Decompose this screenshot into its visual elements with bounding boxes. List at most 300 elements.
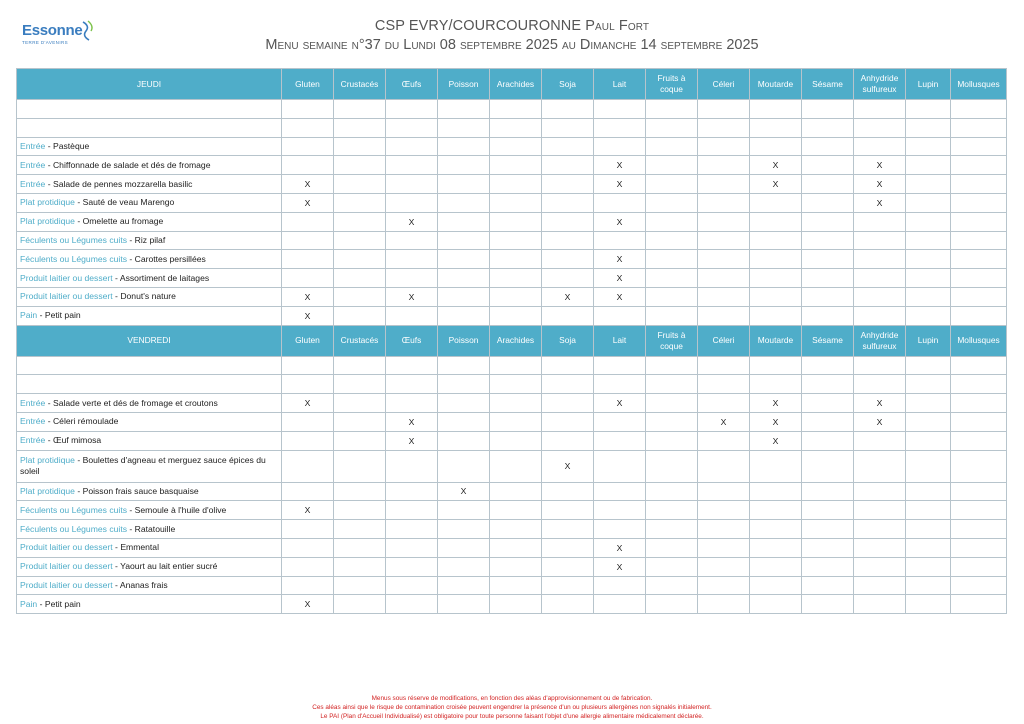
allergen-cell bbox=[951, 501, 1007, 520]
allergen-cell bbox=[906, 287, 951, 306]
allergen-cell bbox=[951, 394, 1007, 413]
allergen-cell bbox=[854, 231, 906, 250]
allergen-cell: X bbox=[282, 394, 334, 413]
allergen-cell bbox=[542, 375, 594, 394]
allergen-cell bbox=[282, 212, 334, 231]
allergen-cell bbox=[334, 431, 386, 450]
allergen-header: Œufs bbox=[386, 69, 438, 100]
allergen-cell bbox=[951, 118, 1007, 137]
allergen-cell: X bbox=[542, 450, 594, 482]
allergen-cell bbox=[386, 375, 438, 394]
allergen-cell bbox=[490, 576, 542, 595]
allergen-cell bbox=[282, 118, 334, 137]
allergen-cell bbox=[646, 212, 698, 231]
dish-cell bbox=[17, 431, 282, 450]
allergen-cell: X bbox=[282, 306, 334, 325]
menu-row bbox=[17, 137, 1007, 156]
dish-category: Produit laitier ou dessert bbox=[20, 542, 113, 553]
allergen-cell bbox=[490, 269, 542, 288]
allergen-menu-table bbox=[16, 68, 1007, 614]
allergen-cell bbox=[854, 118, 906, 137]
allergen-cell bbox=[386, 231, 438, 250]
allergen-cell bbox=[334, 394, 386, 413]
allergen-header: Anhydride sulfureux bbox=[854, 69, 906, 100]
allergen-cell bbox=[698, 250, 750, 269]
allergen-cell bbox=[334, 595, 386, 614]
allergen-cell bbox=[802, 412, 854, 431]
site-name: CSP EVRY/COURCOURONNE bbox=[374, 18, 586, 34]
allergen-cell bbox=[438, 501, 490, 520]
allergen-cell bbox=[438, 269, 490, 288]
dish-name: Salade de pennes mozzarella basilic bbox=[52, 178, 193, 189]
dish-category: Produit laitier ou dessert bbox=[20, 291, 113, 302]
allergen-cell bbox=[906, 100, 951, 119]
separator: - bbox=[45, 140, 53, 151]
logo-tagline: TERRE D'AVENIRS bbox=[22, 40, 69, 45]
allergen-cell bbox=[698, 175, 750, 194]
allergen-cell bbox=[802, 450, 854, 482]
allergen-cell bbox=[750, 375, 802, 394]
dish-category: Pain bbox=[20, 310, 38, 321]
allergen-cell bbox=[698, 100, 750, 119]
dish-cell bbox=[17, 250, 282, 269]
allergen-cell bbox=[282, 450, 334, 482]
allergen-cell bbox=[906, 450, 951, 482]
allergen-cell bbox=[906, 431, 951, 450]
allergen-cell bbox=[750, 557, 802, 576]
day-name: JEUDI bbox=[17, 69, 282, 100]
menu-row bbox=[17, 269, 1007, 288]
allergen-cell bbox=[698, 287, 750, 306]
allergen-cell bbox=[282, 156, 334, 175]
allergen-cell bbox=[282, 231, 334, 250]
dish-category: Entrée bbox=[20, 435, 46, 446]
allergen-cell bbox=[386, 100, 438, 119]
allergen-cell bbox=[854, 576, 906, 595]
allergen-cell bbox=[386, 482, 438, 501]
menu-row bbox=[17, 118, 1007, 137]
allergen-cell bbox=[334, 557, 386, 576]
allergen-cell bbox=[951, 193, 1007, 212]
allergen-cell bbox=[646, 412, 698, 431]
dish-category: Produit laitier ou dessert bbox=[20, 272, 113, 283]
separator: - bbox=[127, 523, 135, 534]
menu-row bbox=[17, 356, 1007, 375]
dish-name: Ratatouille bbox=[134, 523, 176, 534]
day-name: VENDREDI bbox=[17, 325, 282, 356]
dish-name: Œuf mimosa bbox=[52, 435, 102, 446]
dish-name: Petit pain bbox=[44, 598, 81, 609]
dish-cell bbox=[17, 576, 282, 595]
dish-cell bbox=[17, 269, 282, 288]
allergen-header: Moutarde bbox=[750, 69, 802, 100]
allergen-cell bbox=[951, 137, 1007, 156]
allergen-cell bbox=[438, 520, 490, 539]
allergen-cell bbox=[594, 520, 646, 539]
allergen-cell bbox=[542, 100, 594, 119]
page-title bbox=[0, 18, 1024, 53]
allergen-cell bbox=[438, 375, 490, 394]
allergen-cell bbox=[698, 520, 750, 539]
allergen-cell bbox=[334, 450, 386, 482]
allergen-cell bbox=[386, 250, 438, 269]
allergen-cell: X bbox=[854, 193, 906, 212]
allergen-cell bbox=[438, 576, 490, 595]
allergen-cell bbox=[951, 287, 1007, 306]
allergen-cell bbox=[282, 557, 334, 576]
allergen-cell bbox=[542, 595, 594, 614]
allergen-cell: X bbox=[542, 287, 594, 306]
allergen-cell bbox=[438, 538, 490, 557]
allergen-cell bbox=[282, 356, 334, 375]
allergen-cell bbox=[438, 118, 490, 137]
allergen-cell bbox=[646, 175, 698, 194]
allergen-cell bbox=[802, 250, 854, 269]
allergen-cell bbox=[698, 193, 750, 212]
allergen-cell bbox=[646, 482, 698, 501]
dish-cell bbox=[17, 520, 282, 539]
allergen-cell bbox=[951, 175, 1007, 194]
allergen-cell bbox=[906, 356, 951, 375]
allergen-cell bbox=[438, 287, 490, 306]
allergen-cell bbox=[282, 250, 334, 269]
allergen-cell bbox=[594, 482, 646, 501]
allergen-cell: X bbox=[854, 175, 906, 194]
allergen-cell bbox=[802, 269, 854, 288]
allergen-cell: X bbox=[386, 212, 438, 231]
allergen-cell bbox=[646, 557, 698, 576]
dish-cell bbox=[17, 212, 282, 231]
allergen-cell bbox=[542, 250, 594, 269]
allergen-cell bbox=[698, 118, 750, 137]
allergen-cell bbox=[594, 193, 646, 212]
dish-cell bbox=[17, 595, 282, 614]
allergen-cell bbox=[698, 212, 750, 231]
allergen-cell bbox=[698, 501, 750, 520]
dish-cell bbox=[17, 538, 282, 557]
separator: - bbox=[45, 416, 53, 427]
allergen-header: Lupin bbox=[906, 69, 951, 100]
allergen-cell bbox=[951, 250, 1007, 269]
allergen-cell bbox=[750, 595, 802, 614]
allergen-header: Lupin bbox=[906, 325, 951, 356]
allergen-cell bbox=[646, 356, 698, 375]
separator: - bbox=[74, 455, 83, 466]
allergen-header: Fruits à coque bbox=[646, 69, 698, 100]
menu-row bbox=[17, 595, 1007, 614]
allergen-cell bbox=[282, 538, 334, 557]
allergen-cell bbox=[542, 212, 594, 231]
allergen-cell bbox=[906, 501, 951, 520]
menu-row bbox=[17, 250, 1007, 269]
dish-cell bbox=[17, 412, 282, 431]
menu-row bbox=[17, 394, 1007, 413]
allergen-cell bbox=[951, 100, 1007, 119]
allergen-cell bbox=[438, 193, 490, 212]
allergen-cell bbox=[646, 137, 698, 156]
dish-name: Assortiment de laitages bbox=[119, 272, 210, 283]
allergen-cell bbox=[490, 557, 542, 576]
allergen-cell bbox=[906, 557, 951, 576]
allergen-cell bbox=[750, 137, 802, 156]
allergen-cell bbox=[646, 431, 698, 450]
dish-name: Semoule à l'huile d'olive bbox=[134, 504, 227, 515]
allergen-cell bbox=[542, 576, 594, 595]
allergen-cell: X bbox=[854, 156, 906, 175]
allergen-header: Arachides bbox=[490, 69, 542, 100]
allergen-cell bbox=[906, 231, 951, 250]
allergen-cell bbox=[802, 193, 854, 212]
allergen-cell bbox=[594, 501, 646, 520]
dish-name: Donut's nature bbox=[120, 291, 176, 302]
allergen-cell bbox=[334, 306, 386, 325]
allergen-cell bbox=[750, 450, 802, 482]
allergen-cell: X bbox=[282, 193, 334, 212]
allergen-cell bbox=[802, 375, 854, 394]
allergen-cell bbox=[750, 250, 802, 269]
allergen-cell bbox=[542, 520, 594, 539]
allergen-cell bbox=[802, 231, 854, 250]
footer-line: Ces aléas ainsi que le risque de contamination croisée peuvent engendrer la présence d'un ou plusieurs allergènes non signalés initialement. bbox=[312, 704, 712, 711]
allergen-cell bbox=[542, 231, 594, 250]
allergen-cell: X bbox=[594, 250, 646, 269]
menu-row bbox=[17, 306, 1007, 325]
allergen-cell bbox=[750, 356, 802, 375]
footer-line: Menus sous réserve de modifications, en fonction des aléas d'approvisionnement ou de fabrication. bbox=[371, 695, 653, 702]
allergen-cell bbox=[334, 137, 386, 156]
dish-cell bbox=[17, 306, 282, 325]
allergen-header: Mollusques bbox=[951, 325, 1007, 356]
menu-row bbox=[17, 482, 1007, 501]
allergen-cell bbox=[438, 412, 490, 431]
allergen-cell bbox=[802, 482, 854, 501]
allergen-cell bbox=[854, 250, 906, 269]
dish-name: Boulettes d'agneau et merguez sauce épices du soleil bbox=[20, 455, 266, 477]
allergen-cell bbox=[646, 576, 698, 595]
day-header-row bbox=[17, 325, 1007, 356]
allergen-cell bbox=[698, 394, 750, 413]
allergen-cell bbox=[698, 156, 750, 175]
allergen-header: Sésame bbox=[802, 69, 854, 100]
allergen-cell bbox=[906, 482, 951, 501]
allergen-cell bbox=[854, 287, 906, 306]
allergen-cell bbox=[854, 375, 906, 394]
allergen-cell bbox=[750, 482, 802, 501]
separator: - bbox=[45, 397, 53, 408]
allergen-cell bbox=[906, 306, 951, 325]
allergen-cell bbox=[906, 576, 951, 595]
allergen-cell bbox=[802, 175, 854, 194]
allergen-cell bbox=[854, 595, 906, 614]
allergen-cell bbox=[698, 595, 750, 614]
allergen-cell bbox=[282, 576, 334, 595]
allergen-cell bbox=[386, 156, 438, 175]
allergen-cell bbox=[951, 595, 1007, 614]
allergen-cell bbox=[334, 250, 386, 269]
dish-cell bbox=[17, 100, 282, 119]
school-name: Paul Fort bbox=[585, 18, 650, 34]
separator: - bbox=[127, 253, 135, 264]
allergen-cell bbox=[951, 431, 1007, 450]
dish-cell bbox=[17, 356, 282, 375]
allergen-cell bbox=[750, 100, 802, 119]
allergen-cell bbox=[854, 431, 906, 450]
allergen-cell bbox=[542, 175, 594, 194]
allergen-cell bbox=[282, 375, 334, 394]
allergen-cell bbox=[438, 212, 490, 231]
allergen-cell bbox=[906, 137, 951, 156]
allergen-cell bbox=[438, 231, 490, 250]
allergen-cell bbox=[802, 156, 854, 175]
allergen-cell bbox=[802, 394, 854, 413]
dish-name: Carottes persillées bbox=[134, 253, 206, 264]
allergen-cell bbox=[854, 306, 906, 325]
allergen-cell bbox=[646, 231, 698, 250]
allergen-cell bbox=[698, 137, 750, 156]
allergen-cell bbox=[906, 412, 951, 431]
allergen-header: Fruits à coque bbox=[646, 325, 698, 356]
dish-cell bbox=[17, 287, 282, 306]
dish-category: Entrée bbox=[20, 416, 46, 427]
allergen-cell bbox=[438, 175, 490, 194]
allergen-cell bbox=[906, 193, 951, 212]
allergen-cell bbox=[698, 231, 750, 250]
allergen-cell bbox=[542, 356, 594, 375]
allergen-cell bbox=[646, 501, 698, 520]
allergen-cell bbox=[334, 287, 386, 306]
menu-row bbox=[17, 501, 1007, 520]
allergen-cell: X bbox=[386, 431, 438, 450]
allergen-cell bbox=[698, 269, 750, 288]
separator: - bbox=[45, 178, 53, 189]
dish-category: Produit laitier ou dessert bbox=[20, 561, 113, 572]
separator: - bbox=[112, 291, 121, 302]
allergen-cell bbox=[951, 156, 1007, 175]
dish-category: Pain bbox=[20, 598, 38, 609]
allergen-cell bbox=[490, 412, 542, 431]
menu-row bbox=[17, 538, 1007, 557]
allergen-cell: X bbox=[594, 175, 646, 194]
allergen-cell bbox=[594, 231, 646, 250]
allergen-cell bbox=[542, 118, 594, 137]
allergen-header: Gluten bbox=[282, 325, 334, 356]
separator: - bbox=[127, 234, 135, 245]
allergen-cell bbox=[802, 595, 854, 614]
allergen-cell bbox=[951, 306, 1007, 325]
allergen-cell bbox=[594, 450, 646, 482]
allergen-cell bbox=[951, 356, 1007, 375]
allergen-cell bbox=[802, 557, 854, 576]
allergen-cell bbox=[334, 212, 386, 231]
allergen-cell bbox=[438, 156, 490, 175]
allergen-cell bbox=[490, 287, 542, 306]
dish-name: Chiffonnade de salade et dés de fromage bbox=[52, 159, 211, 170]
allergen-cell bbox=[386, 501, 438, 520]
allergen-cell bbox=[750, 306, 802, 325]
allergen-cell: X bbox=[282, 175, 334, 194]
allergen-cell bbox=[282, 520, 334, 539]
allergen-cell bbox=[750, 212, 802, 231]
dish-cell bbox=[17, 156, 282, 175]
dish-name: Emmental bbox=[120, 542, 159, 553]
allergen-cell bbox=[334, 375, 386, 394]
allergen-cell bbox=[646, 100, 698, 119]
dish-cell bbox=[17, 394, 282, 413]
allergen-cell bbox=[802, 287, 854, 306]
allergen-cell bbox=[646, 287, 698, 306]
dish-cell bbox=[17, 175, 282, 194]
allergen-cell bbox=[646, 538, 698, 557]
allergen-header: Poisson bbox=[438, 325, 490, 356]
allergen-cell: X bbox=[750, 175, 802, 194]
dish-category: Plat protidique bbox=[20, 455, 75, 466]
separator: - bbox=[74, 485, 83, 496]
allergen-cell: X bbox=[386, 287, 438, 306]
allergen-cell bbox=[646, 520, 698, 539]
allergen-cell bbox=[490, 306, 542, 325]
allergen-cell bbox=[750, 269, 802, 288]
allergen-cell bbox=[334, 538, 386, 557]
allergen-cell bbox=[386, 193, 438, 212]
menu-row bbox=[17, 520, 1007, 539]
allergen-cell bbox=[490, 212, 542, 231]
allergen-cell bbox=[802, 356, 854, 375]
allergen-cell bbox=[386, 538, 438, 557]
allergen-cell: X bbox=[594, 394, 646, 413]
allergen-cell bbox=[438, 137, 490, 156]
allergen-cell bbox=[906, 394, 951, 413]
allergen-cell bbox=[386, 576, 438, 595]
allergen-cell bbox=[334, 100, 386, 119]
logo-wordmark: Essonne bbox=[22, 22, 83, 39]
allergen-cell bbox=[951, 557, 1007, 576]
allergen-cell bbox=[906, 156, 951, 175]
allergen-cell bbox=[282, 431, 334, 450]
allergen-cell bbox=[698, 450, 750, 482]
allergen-cell bbox=[646, 269, 698, 288]
title-line-1 bbox=[0, 18, 1024, 34]
allergen-cell bbox=[802, 501, 854, 520]
allergen-cell bbox=[542, 501, 594, 520]
allergen-cell bbox=[334, 356, 386, 375]
dish-cell bbox=[17, 231, 282, 250]
menu-row bbox=[17, 287, 1007, 306]
allergen-cell bbox=[282, 412, 334, 431]
allergen-cell bbox=[438, 250, 490, 269]
allergen-cell bbox=[750, 520, 802, 539]
allergen-cell bbox=[802, 431, 854, 450]
allergen-cell bbox=[646, 250, 698, 269]
allergen-cell bbox=[490, 231, 542, 250]
allergen-cell bbox=[282, 269, 334, 288]
allergen-cell bbox=[542, 394, 594, 413]
allergen-cell bbox=[698, 431, 750, 450]
dish-name: Omelette au fromage bbox=[82, 216, 164, 227]
allergen-cell bbox=[646, 394, 698, 413]
allergen-cell bbox=[698, 375, 750, 394]
allergen-cell: X bbox=[438, 482, 490, 501]
allergen-cell bbox=[951, 269, 1007, 288]
dish-category: Entrée bbox=[20, 140, 46, 151]
separator: - bbox=[112, 561, 121, 572]
allergen-cell bbox=[646, 595, 698, 614]
allergen-cell bbox=[490, 538, 542, 557]
menu-row bbox=[17, 193, 1007, 212]
allergen-cell bbox=[951, 576, 1007, 595]
allergen-cell bbox=[490, 356, 542, 375]
menu-row bbox=[17, 557, 1007, 576]
allergen-cell bbox=[951, 231, 1007, 250]
